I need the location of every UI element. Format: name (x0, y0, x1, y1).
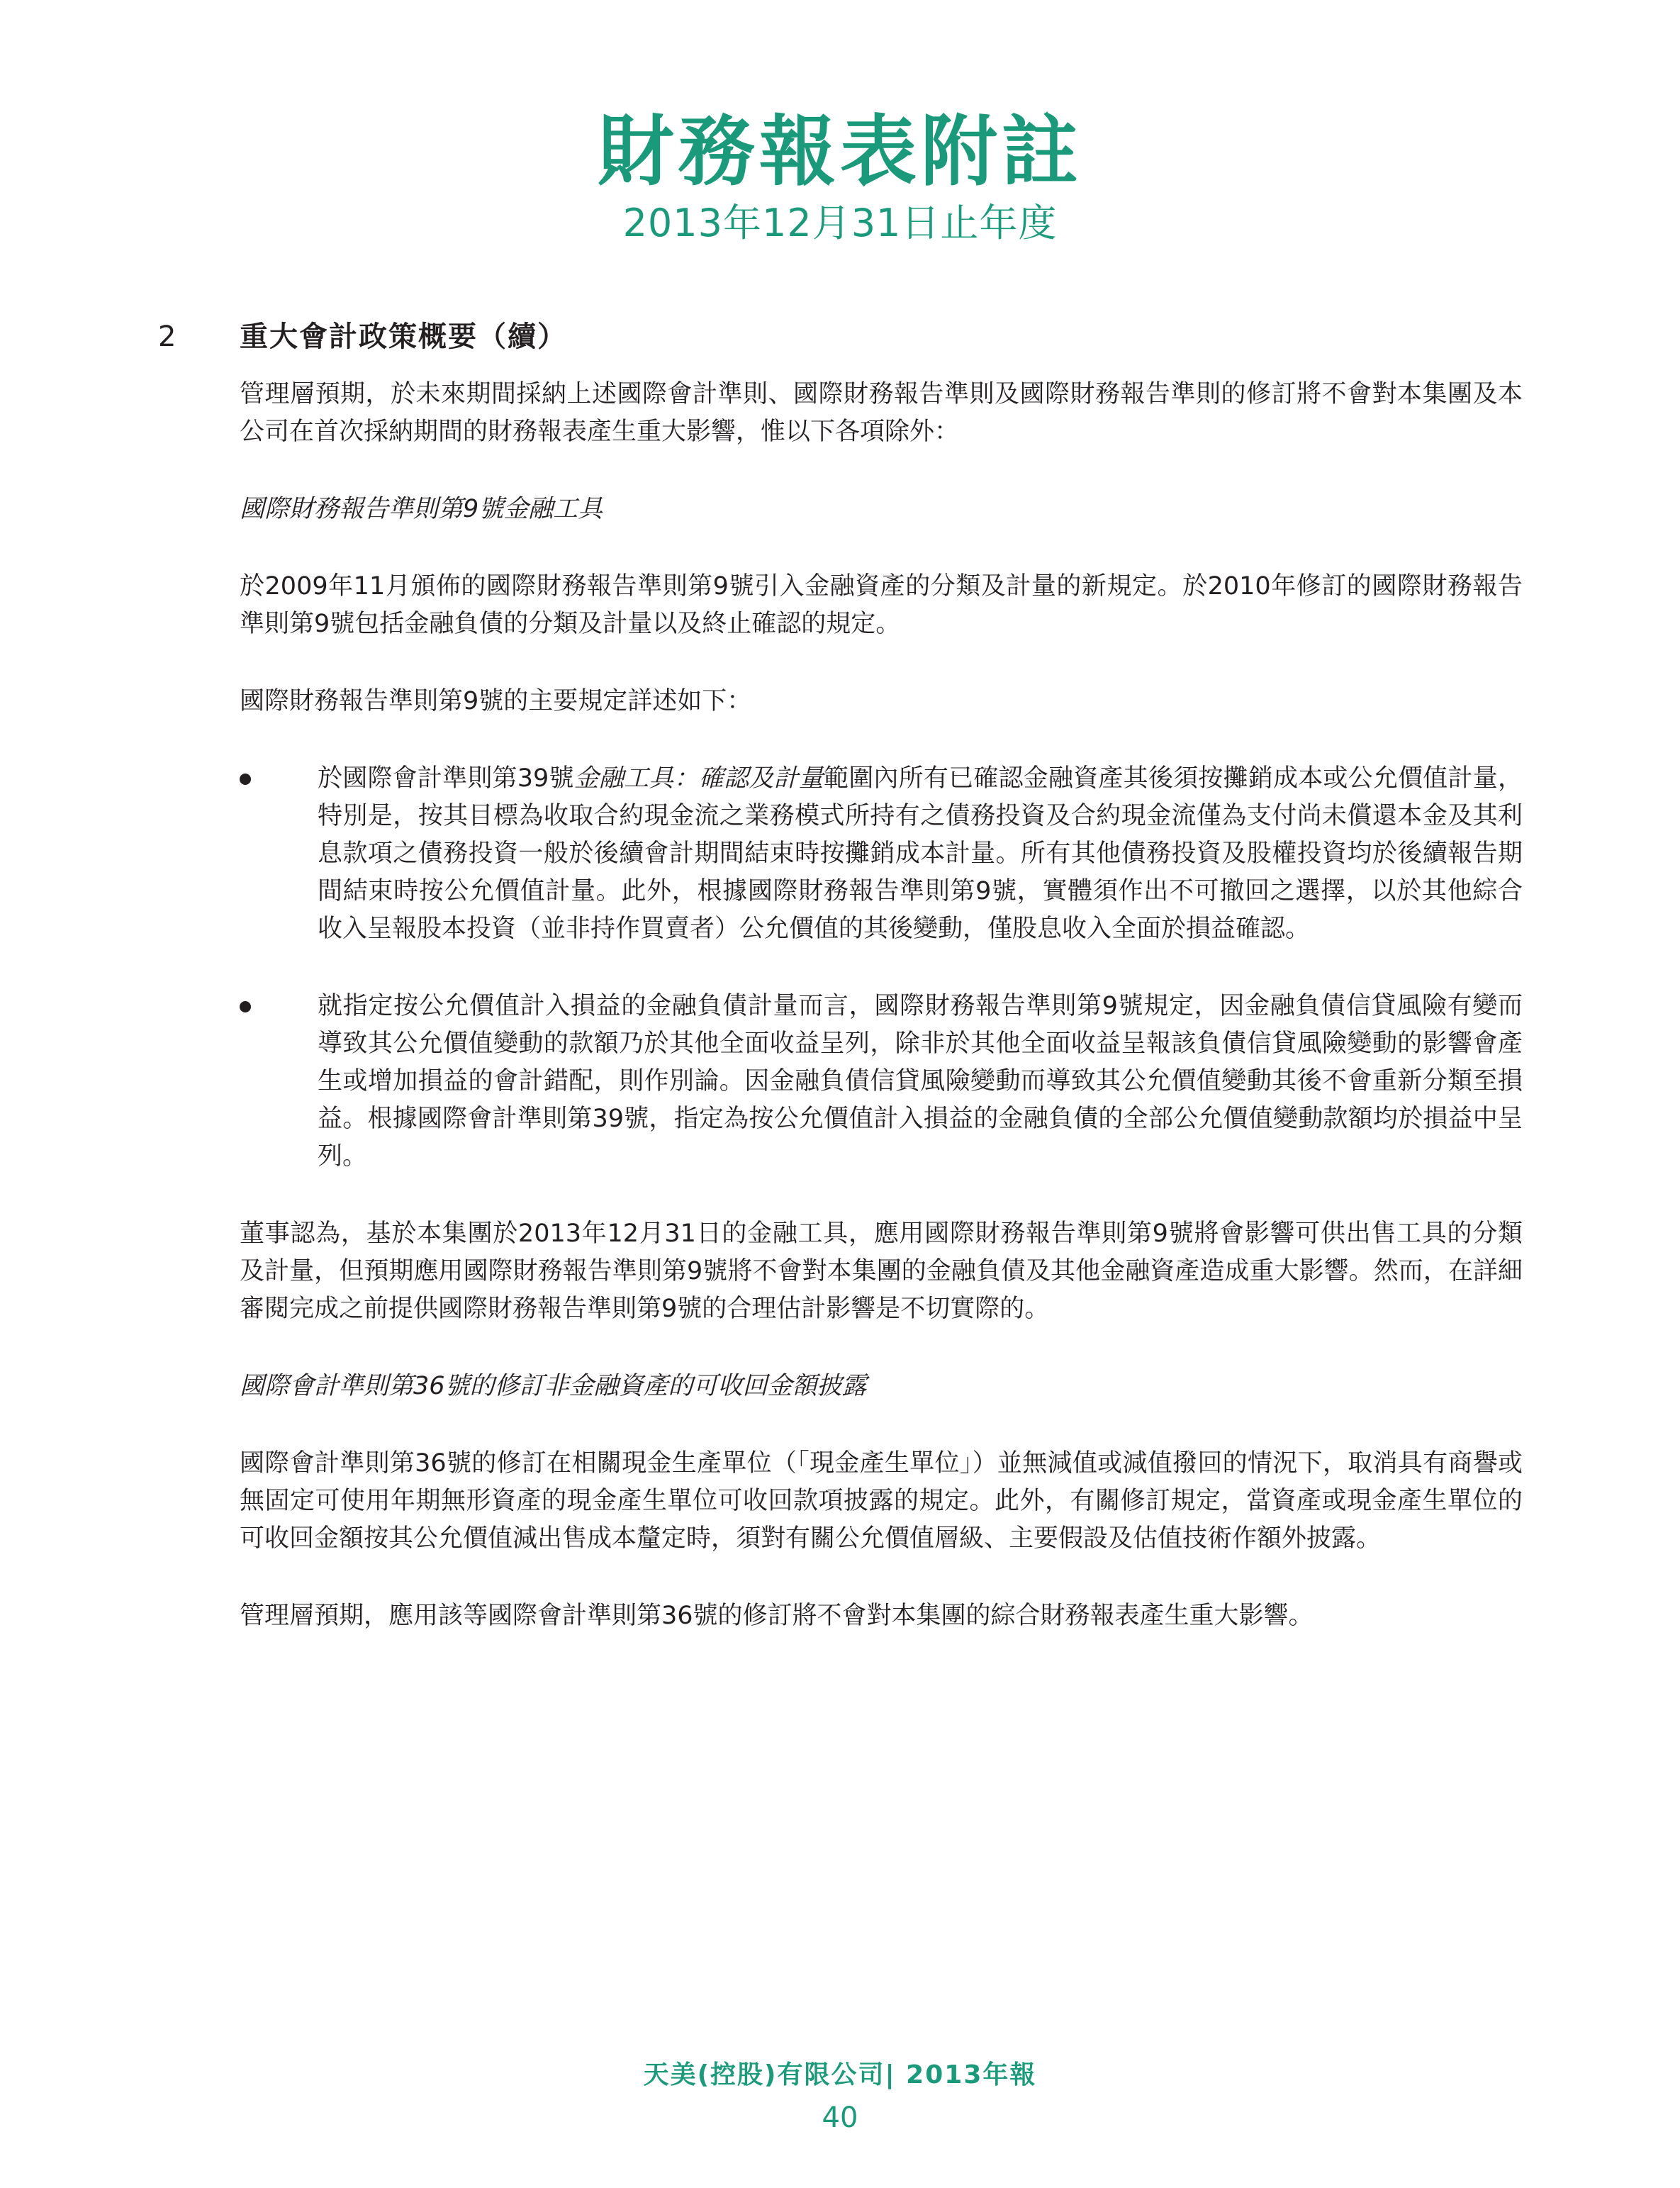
bullet-1-text-italic: 金融工具：確認及計量 (573, 764, 824, 793)
page-number: 40 (822, 2102, 858, 2134)
page-subtitle: 2013年12月31日止年度 (622, 201, 1058, 245)
bullet-icon (240, 1001, 251, 1012)
bullet-1-text-post: 範圍內所有已確認金融資產其後須按攤銷成本或公允價值計量，特別是，按其目標為收取合約現金流之業務模式所持有之債務投資及合約現金流僅為支付尚未償還本金及其利息款項之債務投資一般於後續會計期間結束時按攤銷成本計量。所有其他債務投資及股權投資均於後續報告期間結束時按公允價值計量。此外，根據國際財務報告準則第9號，實體須作出不可撤回之選擇，以於其他綜合收入呈報股本投資（並非持作買賣者）公允價值的其後變動，僅股息收入全面於損益確認。 (318, 764, 1523, 943)
bullet-item-2 (240, 988, 1523, 1176)
ifrs9-bullet-list (240, 760, 1523, 1176)
ifrs9-paragraph-2: 國際財務報告準則第9號的主要規定詳述如下： (240, 687, 752, 715)
section-body (240, 376, 1523, 1675)
ifrs9-paragraph-3: 董事認為，基於本集團於2013年12月31日的金融工具，應用國際財務報告準則第9號將會影響可供出售工具的分類及計量，但預期應用國際財務報告準則第9號將不會對本集團的金融負債及其他金融資產造成重大影響。然而，在詳細審閱完成之前提供國際財務報告準則第9號的合理估計影響是不切實際的。 (240, 1219, 1523, 1323)
page-footer (0, 2056, 1680, 2138)
bullet-icon (240, 774, 251, 785)
bullet-2-text: 就指定按公允價值計入損益的金融負債計量而言，國際財務報告準則第9號規定，因金融負債信貸風險有變而導致其公允價值變動的款額乃於其他全面收益呈列，除非於其他全面收益呈報該負債信貸風險變動的影響會產生或增加損益的會計錯配，則作別論。因金融負債信貸風險變動而導致其公允價值變動其後不會重新分類至損益。根據國際會計準則第39號，指定為按公允價值計入損益的金融負債的全部公允價值變動款額均於損益中呈列。 (318, 992, 1523, 1171)
ias36-heading: 國際會計準則第36號的修訂非金融資產的可收回金額披露 (240, 1372, 867, 1400)
section-heading (0, 312, 1680, 362)
ias36-paragraph-1: 國際會計準則第36號的修訂在相關現金生產單位（「現金產生單位」）並無減值或減值撥回的情況下，取消具有商譽或無固定可使用年期無形資產的現金產生單位可收回款項披露的規定。此外，有關修訂規定，當資產或現金產生單位的可收回金額按其公允價值減出售成本釐定時，須對有關公允價值層級、主要假設及估值技術作額外披露。 (240, 1449, 1523, 1553)
section-title: 重大會計政策概要（續） (240, 320, 567, 353)
intro-paragraph: 管理層預期，於未來期間採納上述國際會計準則、國際財務報告準則及國際財務報告準則的修訂將不會對本集團及本公司在首次採納期間的財務報表產生重大影響，惟以下各項除外： (240, 380, 1523, 446)
ifrs9-heading: 國際財務報告準則第9號金融工具 (240, 495, 603, 523)
bullet-item-1 (240, 760, 1523, 948)
bullet-1-text-pre: 於國際會計準則第39號 (318, 764, 574, 793)
page-title: 財務報表附註 (597, 108, 1082, 196)
ias36-paragraph-2: 管理層預期，應用該等國際會計準則第36號的修訂將不會對本集團的綜合財務報表產生重大影響。 (240, 1602, 1314, 1630)
ifrs9-paragraph-1: 於2009年11月頒佈的國際財務報告準則第9號引入金融資產的分類及計量的新規定。於2010年修訂的國際財務報告準則第9號包括金融負債的分類及計量以及終止確認的規定。 (240, 572, 1523, 638)
section-2 (0, 312, 1680, 1630)
section-number: 2 (158, 320, 177, 353)
footer-company: 天美(控股)有限公司| 2013年報 (643, 2060, 1037, 2089)
page-header (0, 106, 1680, 248)
